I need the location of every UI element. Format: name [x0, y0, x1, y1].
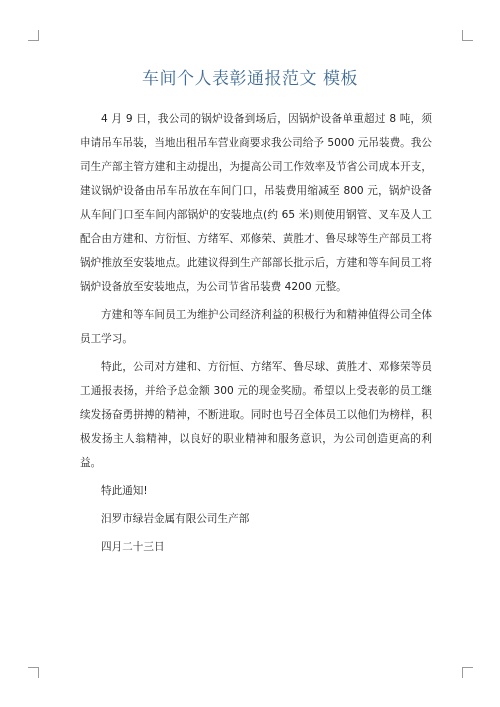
document-body — [80, 107, 432, 559]
crop-mark-bottom-right — [462, 667, 473, 678]
paragraph-reward: 特此，公司对方建和、方衍恒、方绪军、鲁尽球、黄胜才、邓修荣等员工通报表扬，并给予总金额 300 元的现金奖励。希望以上受表彰的员工继续发扬奋勇拼搏的精神，不断进取。同时也号召全体员工以他们为榜样，积极发扬主人翁精神，以良好的职业精神和服务意识，为公司创造更高的利益。 — [80, 361, 432, 469]
crop-mark-top-right — [462, 30, 473, 41]
paragraph-issuer: 汨罗市绿岩金属有限公司生产部 — [101, 513, 250, 525]
paragraph-event-description: 4 月 9 日，我公司的锅炉设备到场后，因锅炉设备单重超过 8 吨，须申请吊车吊装，当地出租吊车营业商要求我公司给予 5000 元吊装费。我公司生产部主管方建和主动提出，为提高公司工作效率及节省公司成本开支，建议锅炉设备由吊车吊放在车间门口，吊装费用缩减至 800 元，锅炉设备从车间门口至车间内部锅炉的安装地点(约 65 米)则使用钢管、叉车及人工配合由方建和、方衍恒、方绪军、邓修荣、黄胜才、鲁尽球等生产部员工将锅炉推放至安装地点。此建议得到生产部部长批示后，方建和等车间员工将锅炉设备放至安装地点，为公司节省吊装费 4200 元整。 — [80, 113, 432, 293]
paragraph-date: 四月二十三日 — [101, 541, 165, 553]
paragraph-commendation: 方建和等车间员工为维护公司经济利益的积极行为和精神值得公司全体员工学习。 — [80, 309, 432, 345]
document-title: 车间个人表彰通报范文 模板 — [142, 69, 358, 89]
crop-mark-top-left — [28, 30, 39, 41]
paragraph-notice: 特此通知! — [101, 485, 148, 497]
crop-mark-bottom-left — [28, 667, 39, 678]
